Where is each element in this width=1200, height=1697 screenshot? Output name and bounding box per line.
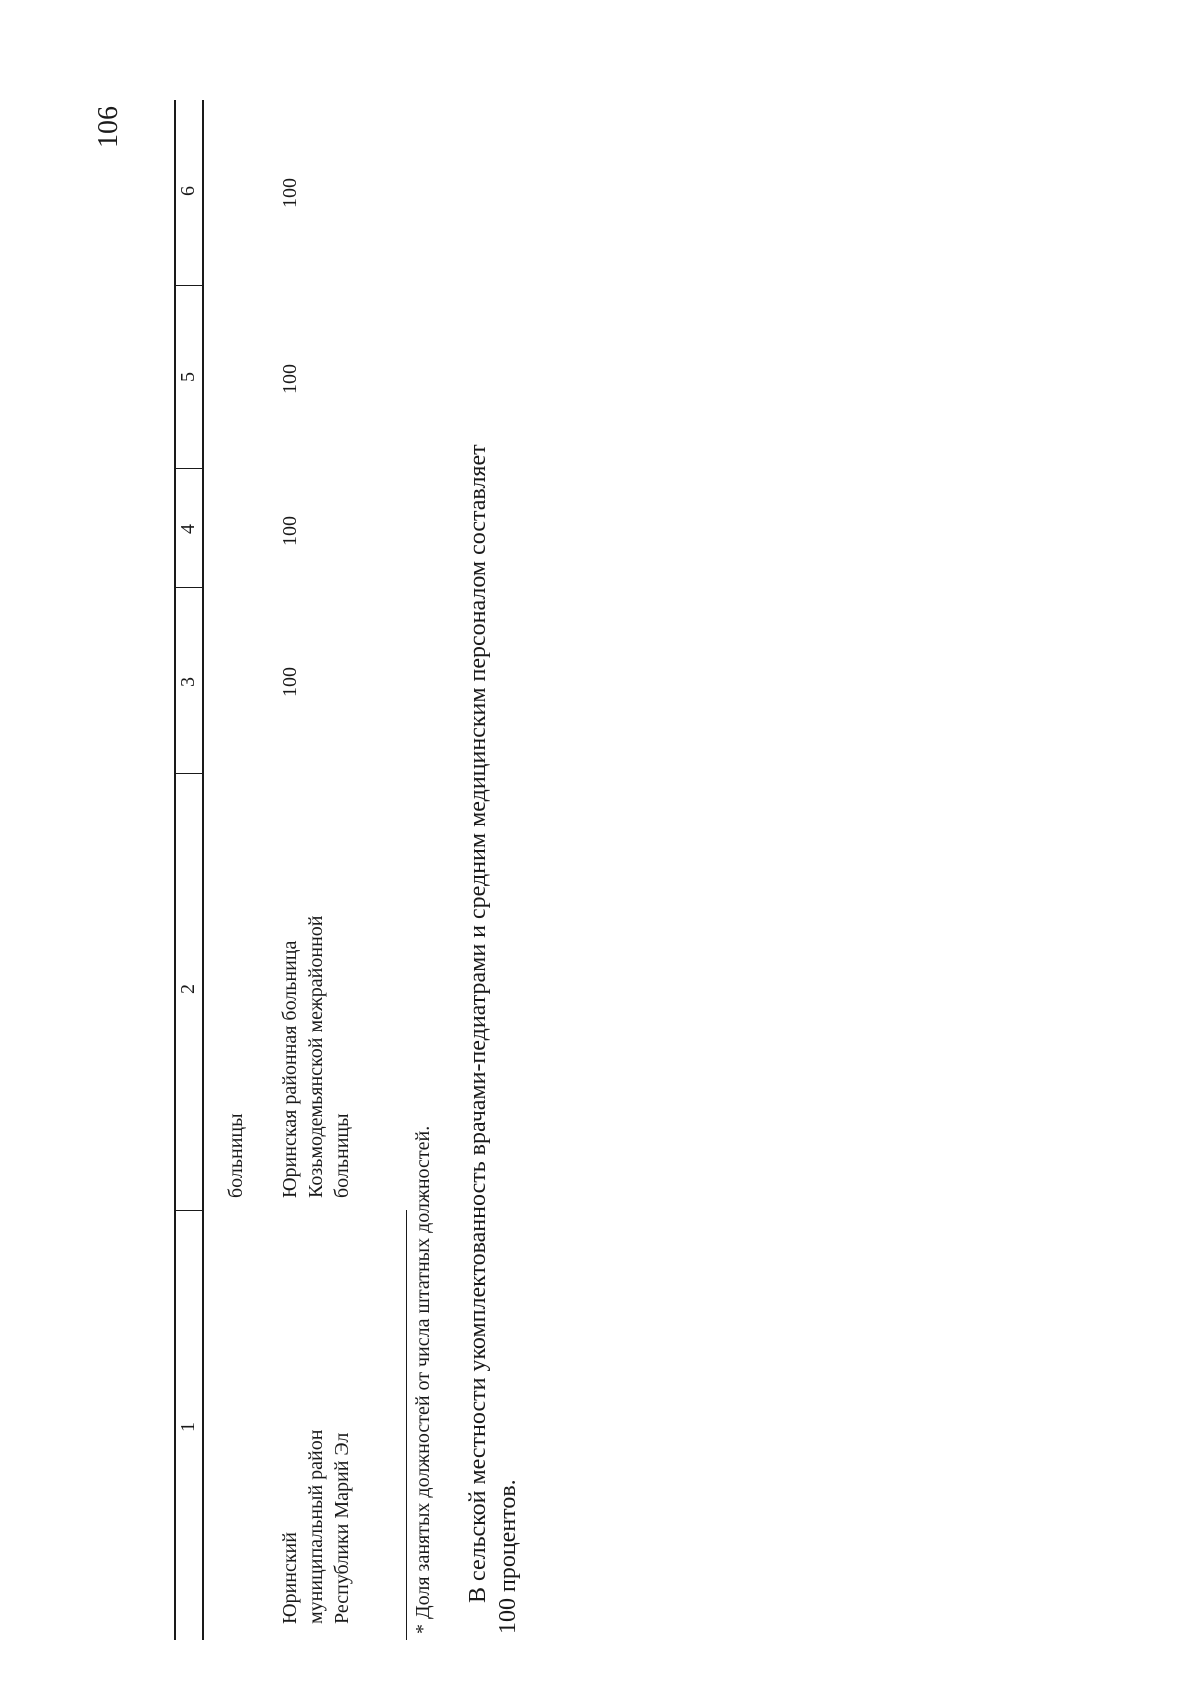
- value-col-4: 100: [279, 516, 301, 546]
- region-line-3: Республики Марий Эл: [331, 1432, 353, 1624]
- column-header-5: 5: [177, 372, 199, 382]
- column-header-2: 2: [177, 984, 199, 994]
- table-top-rule: [174, 100, 176, 1640]
- column-header-3: 3: [177, 677, 199, 687]
- page-number: 106: [93, 106, 124, 148]
- value-col-3: 100: [279, 667, 301, 697]
- continuation-text: больницы: [225, 1113, 247, 1198]
- value-col-5: 100: [279, 364, 301, 394]
- region-line-2: муниципальный район: [305, 1429, 327, 1624]
- facility-line-1: Юринская районная больница: [279, 940, 301, 1198]
- col-separator: [174, 285, 204, 286]
- body-paragraph-line-1: В сельской местности укомплектованность врачами-педиатрами и средним медицинским персоналом составляет: [465, 444, 491, 1603]
- column-header-4: 4: [177, 524, 199, 534]
- col-separator: [174, 468, 204, 469]
- column-header-1: 1: [177, 1422, 199, 1432]
- facility-line-2: Козьмодемьянской межрайонной: [305, 915, 327, 1198]
- table-header-rule: [202, 100, 204, 1640]
- facility-line-3: больницы: [331, 1113, 353, 1198]
- col-separator: [174, 587, 204, 588]
- footnote: * Доля занятых должностей от числа штатных должностей.: [412, 1125, 434, 1634]
- value-col-6: 100: [279, 178, 301, 208]
- footnote-rule: [406, 1210, 407, 1640]
- col-separator: [174, 773, 204, 774]
- region-line-1: Юринский: [279, 1532, 301, 1624]
- column-header-6: 6: [177, 186, 199, 196]
- body-paragraph-line-2: 100 процентов.: [495, 1479, 521, 1634]
- col-separator: [174, 1210, 204, 1211]
